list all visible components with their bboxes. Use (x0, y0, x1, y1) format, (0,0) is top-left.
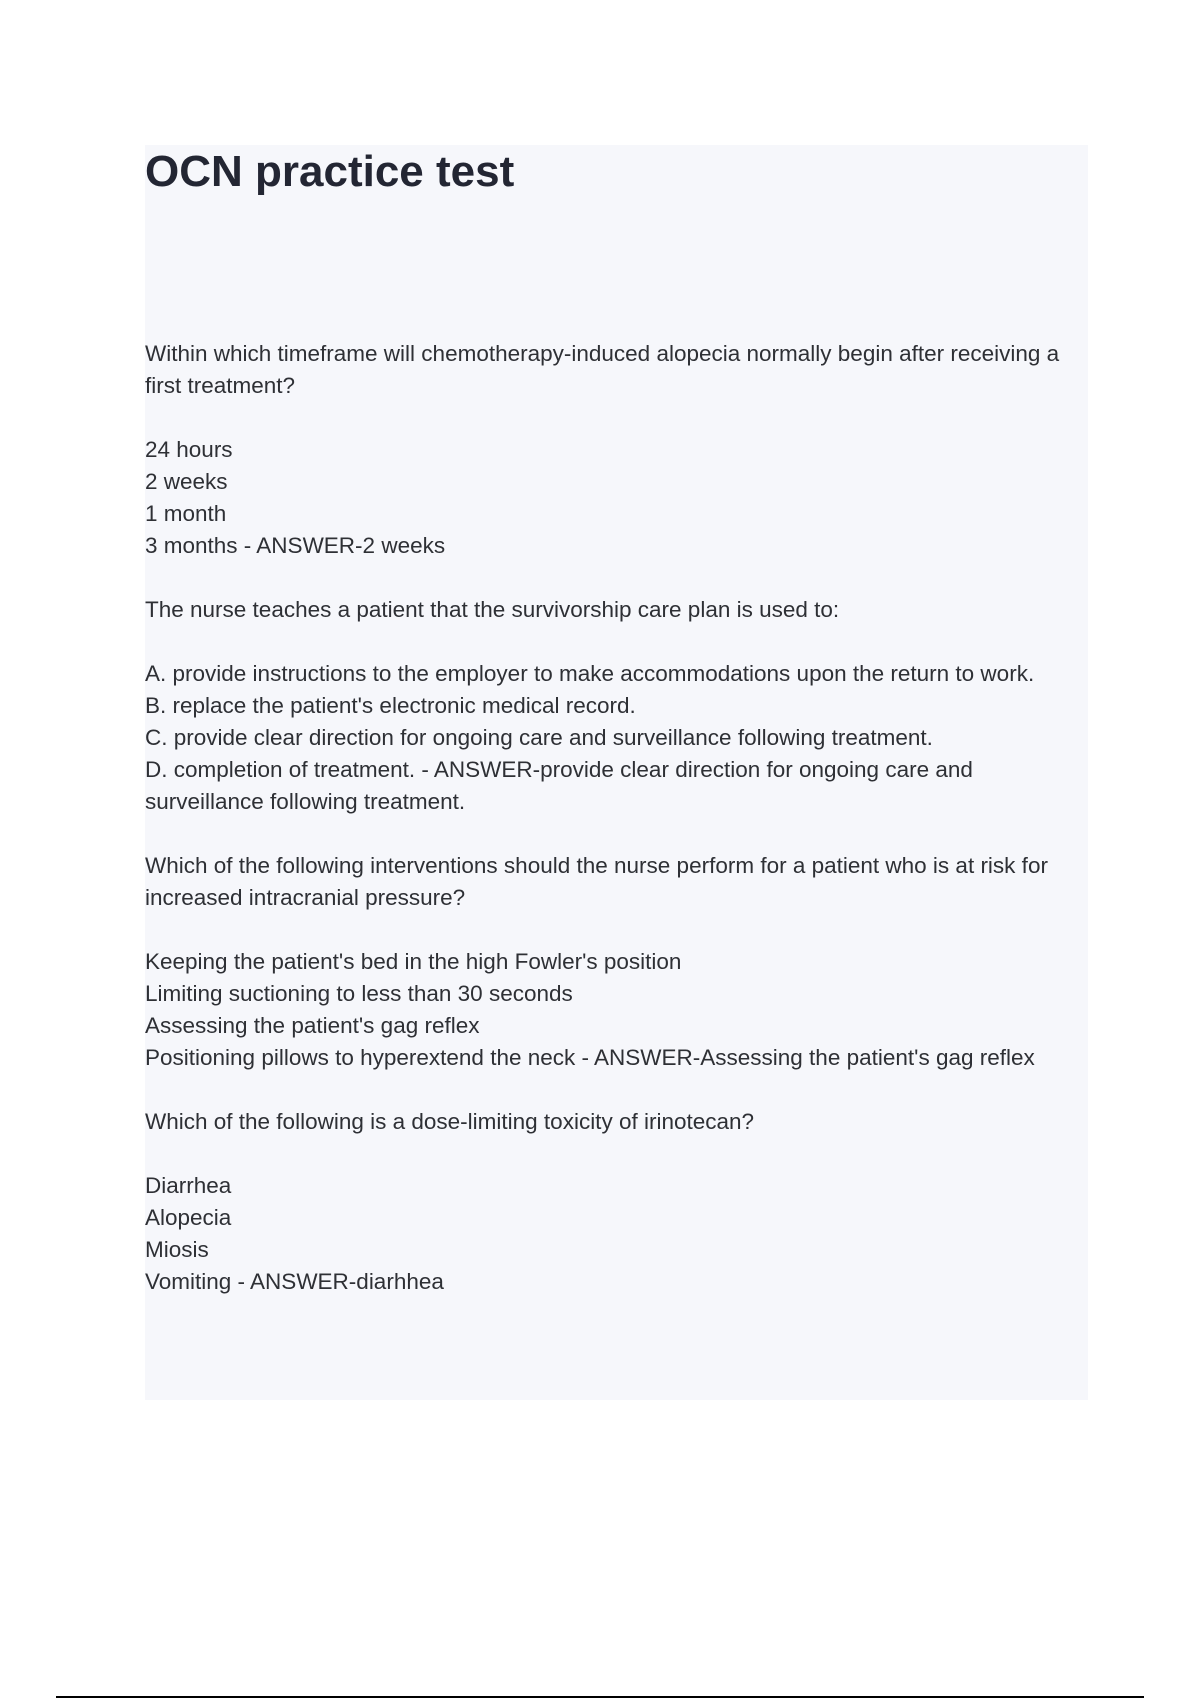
answer-option: Diarrhea (145, 1173, 232, 1198)
answer-option: Positioning pillows to hyperextend the neck - ANSWER-Assessing the patient's gag reflex (145, 1045, 1035, 1070)
answer-option: Vomiting - ANSWER-diarhhea (145, 1269, 444, 1294)
question-text: Within which timeframe will chemotherapy-induced alopecia normally begin after receiving a first treatment? (145, 341, 1066, 398)
answer-option: 1 month (145, 501, 227, 526)
answer-option: Miosis (145, 1237, 209, 1262)
footer-divider (56, 1696, 1144, 1698)
question-block-2 (145, 594, 1088, 818)
question-text: Which of the following is a dose-limiting toxicity of irinotecan? (145, 1109, 755, 1134)
answer-option: Limiting suctioning to less than 30 seconds (145, 981, 573, 1006)
answer-option: C. provide clear direction for ongoing care and surveillance following treatment. (145, 725, 933, 750)
page-title: OCN practice test (145, 147, 515, 196)
answer-option: 24 hours (145, 437, 233, 462)
answer-option: B. replace the patient's electronic medical record. (145, 693, 636, 718)
answer-option: D. completion of treatment. - ANSWER-provide clear direction for ongoing care and surveillance following treatment. (145, 757, 980, 814)
answer-option: Assessing the patient's gag reflex (145, 1013, 480, 1038)
question-text: The nurse teaches a patient that the survivorship care plan is used to: (145, 597, 840, 622)
question-block-3 (145, 850, 1088, 1074)
answer-option: A. provide instructions to the employer to make accommodations upon the return to work. (145, 661, 1035, 686)
answer-option: 2 weeks (145, 469, 228, 494)
answer-option: Keeping the patient's bed in the high Fowler's position (145, 949, 682, 974)
question-list (145, 338, 1088, 1330)
question-block-1 (145, 338, 1088, 562)
question-text: Which of the following interventions should the nurse perform for a patient who is at risk for increased intracranial pressure? (145, 853, 1055, 910)
question-block-4 (145, 1106, 1088, 1298)
answer-option: 3 months - ANSWER-2 weeks (145, 533, 446, 558)
answer-option: Alopecia (145, 1205, 232, 1230)
